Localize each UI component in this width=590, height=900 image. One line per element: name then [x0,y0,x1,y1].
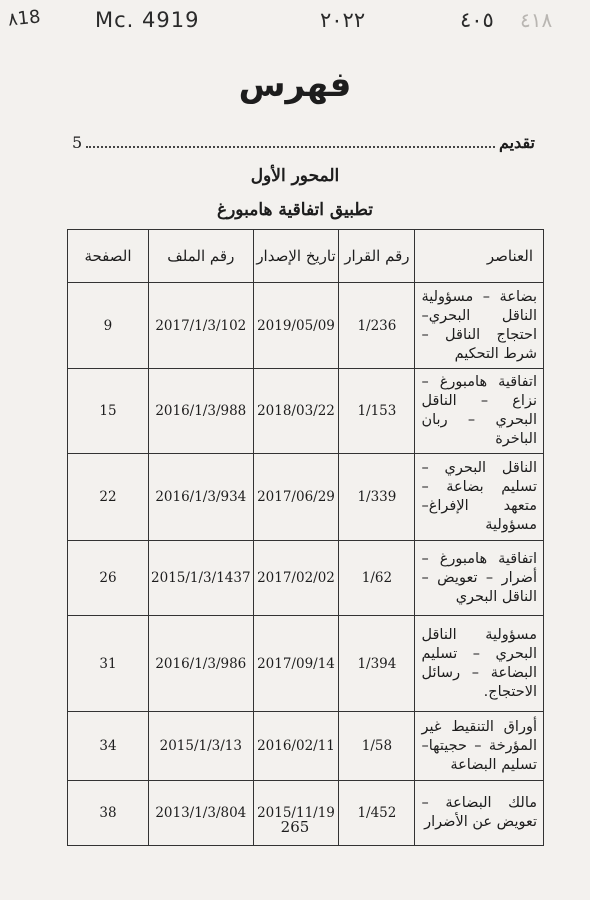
cell-issue-date: 2015/11/19 [253,781,339,846]
cell-file-number: 2013/1/3/804 [148,781,253,846]
cell-elements: الناقل البحري – تسليم بضاعة – متعهد الإفراغ– مسؤولية [415,454,544,541]
cell-issue-date: 2016/02/11 [253,712,339,781]
toc-entry-introduction [72,133,535,153]
cell-elements: أوراق التنقيط غير المؤرخة – حجيتها– تسليم البضاعة [415,712,544,781]
table-header-row [68,230,544,283]
table-row [68,283,544,369]
handwritten-reference-number: Mc. 4919 [95,8,200,32]
cell-file-number: 2016/1/3/988 [148,369,253,454]
header-file-number: رقم الملف [148,230,253,283]
toc-entry-page: 5 [72,133,83,152]
cell-elements: اتفاقية هامبورغ – نزاع – الناقل البحري – ربان الباخرة [415,369,544,454]
header-issue-date: تاريخ الإصدار [253,230,339,283]
cell-file-number: 2016/1/3/934 [148,454,253,541]
cell-issue-date: 2017/06/29 [253,454,339,541]
header-page: الصفحة [68,230,149,283]
header-elements: العناصر [415,230,544,283]
table-row [68,616,544,712]
toc-entry-label: تقديم [498,133,535,152]
handwritten-note-left: ۸18 [6,6,42,31]
cell-decision-number: 1/452 [339,781,415,846]
cell-page: 15 [68,369,149,454]
cell-decision-number: 1/58 [339,712,415,781]
cell-elements: مالك البضاعة – تعويض عن الأضرار [415,781,544,846]
index-table [67,229,544,846]
cell-page: 22 [68,454,149,541]
table-row [68,369,544,454]
header-decision-number: رقم القرار [339,230,415,283]
handwritten-year: ٢٠٢٢ [320,8,366,32]
cell-issue-date: 2017/02/02 [253,541,339,616]
cell-decision-number: 1/339 [339,454,415,541]
section-subheading: تطبيق اتفاقية هامبورغ [216,200,374,220]
cell-page: 31 [68,616,149,712]
cell-issue-date: 2017/09/14 [253,616,339,712]
table-row [68,454,544,541]
bleed-through-marks: ٤١٨ [520,8,553,32]
page-number: 265 [280,818,310,836]
cell-elements: اتفاقية هامبورغ – أضرار – تعويض – الناقل البحري [415,541,544,616]
cell-page: 26 [68,541,149,616]
page-title: فهرس [238,65,352,105]
cell-page: 9 [68,283,149,369]
cell-page: 34 [68,712,149,781]
toc-leader-dots [86,146,495,148]
cell-decision-number: 1/236 [339,283,415,369]
cell-decision-number: 1/153 [339,369,415,454]
section-heading: المحور الأول [250,166,340,186]
cell-file-number: 2015/1/3/1437 [148,541,253,616]
cell-file-number: 2015/1/3/13 [148,712,253,781]
cell-file-number: 2016/1/3/986 [148,616,253,712]
cell-decision-number: 1/394 [339,616,415,712]
cell-elements: مسؤولية الناقل البحري – تسليم البضاعة – رسائل الاحتجاج. [415,616,544,712]
cell-elements: بضاعة – مسؤولية الناقل البحري– احتجاج الناقل – شرط التحكيم [415,283,544,369]
table-row [68,541,544,616]
cell-issue-date: 2019/05/09 [253,283,339,369]
cell-decision-number: 1/62 [339,541,415,616]
table-row [68,712,544,781]
handwritten-note-right: ٤٠٥ [460,8,494,32]
cell-page: 38 [68,781,149,846]
cell-file-number: 2017/1/3/102 [148,283,253,369]
cell-issue-date: 2018/03/22 [253,369,339,454]
